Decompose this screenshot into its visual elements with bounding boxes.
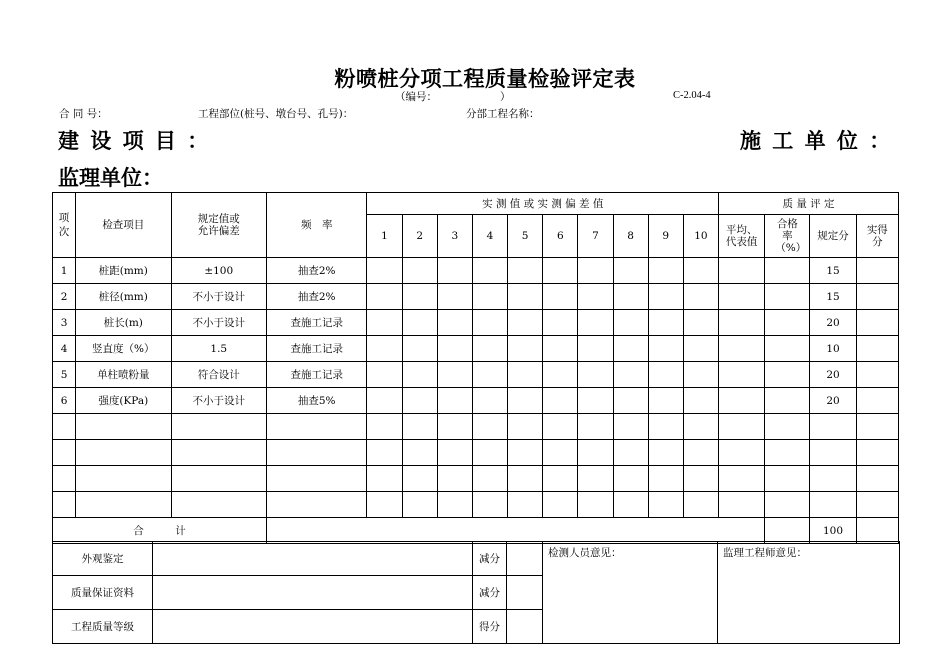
measure-cell[interactable] <box>648 492 683 518</box>
measure-cell[interactable] <box>648 388 683 414</box>
row-freq: 抽查2% <box>266 284 366 310</box>
row-freq <box>266 440 366 466</box>
row-no <box>53 492 76 518</box>
row-freq <box>266 414 366 440</box>
form-code: C-2.04-4 <box>673 90 711 101</box>
measure-cell[interactable] <box>402 258 437 284</box>
row-spec <box>171 492 266 518</box>
supervisor-label: 监理单位： <box>58 165 163 190</box>
row-spec <box>171 466 266 492</box>
row-no <box>53 440 76 466</box>
header-avg-text: 平均、代表值 <box>725 224 758 248</box>
inspector-opinion[interactable]: 检测人员意见： <box>543 542 718 644</box>
row-item <box>76 414 171 440</box>
measure-cell[interactable] <box>648 466 683 492</box>
measure-cell[interactable] <box>472 388 507 414</box>
measure-cell[interactable] <box>367 362 402 388</box>
measure-cell[interactable] <box>367 336 402 362</box>
measure-cell[interactable] <box>367 388 402 414</box>
measure-cell[interactable] <box>683 284 718 310</box>
pass-rate-cell[interactable] <box>765 440 810 466</box>
pass-rate-cell[interactable] <box>765 258 810 284</box>
measure-cell[interactable] <box>578 440 613 466</box>
grade-input[interactable] <box>153 610 473 644</box>
inspection-table <box>52 192 899 544</box>
row-item: 桩长(m) <box>76 310 171 336</box>
measure-cell[interactable] <box>367 310 402 336</box>
measure-cell[interactable] <box>648 284 683 310</box>
row-no <box>53 414 76 440</box>
measure-cell[interactable] <box>683 362 718 388</box>
row-freq: 查施工记录 <box>266 362 366 388</box>
header-pass-rate-text: 合格率（%） <box>775 218 807 254</box>
header-spec <box>171 193 266 258</box>
avg-cell[interactable] <box>719 466 765 492</box>
actual-score-cell[interactable] <box>856 388 898 414</box>
measure-col-8: 8 <box>613 215 648 258</box>
row-spec: 不小于设计 <box>171 388 266 414</box>
header-pass-rate <box>765 215 810 258</box>
deduct-input-2[interactable] <box>507 576 543 610</box>
measure-cell[interactable] <box>578 336 613 362</box>
row-item: 桩距(mm) <box>76 258 171 284</box>
measure-col-7: 7 <box>578 215 613 258</box>
measure-cell[interactable] <box>437 336 472 362</box>
row-score: 15 <box>810 284 856 310</box>
row-freq: 抽查2% <box>266 258 366 284</box>
row-no <box>53 466 76 492</box>
measure-col-9: 9 <box>648 215 683 258</box>
row-item: 单柱喷粉量 <box>76 362 171 388</box>
measure-cell[interactable] <box>578 466 613 492</box>
total-label: 合 计 <box>53 518 267 544</box>
measure-cell[interactable] <box>578 388 613 414</box>
row-score: 20 <box>810 388 856 414</box>
row-item <box>76 440 171 466</box>
row-spec <box>171 414 266 440</box>
measure-col-6: 6 <box>543 215 578 258</box>
measure-cell[interactable] <box>683 310 718 336</box>
table-row <box>53 336 899 362</box>
measure-cell[interactable] <box>578 258 613 284</box>
form-title: 粉喷桩分项工程质量检验评定表 <box>334 66 636 91</box>
measure-cell[interactable] <box>508 440 543 466</box>
measure-cell[interactable] <box>508 492 543 518</box>
measure-cell[interactable] <box>648 336 683 362</box>
measure-cell[interactable] <box>648 440 683 466</box>
measure-cell[interactable] <box>402 336 437 362</box>
pass-rate-cell[interactable] <box>765 336 810 362</box>
actual-score-cell[interactable] <box>856 336 898 362</box>
header-item: 检查项目 <box>76 193 171 258</box>
header-measured: 实 测 值 或 实 测 偏 差 值 <box>367 193 719 215</box>
row-freq: 查施工记录 <box>266 336 366 362</box>
avg-cell[interactable] <box>719 440 765 466</box>
table-row <box>53 388 899 414</box>
header-avg <box>719 215 765 258</box>
measure-cell[interactable] <box>367 284 402 310</box>
table-body <box>53 258 899 518</box>
measure-cell[interactable] <box>613 440 648 466</box>
measure-cell[interactable] <box>367 440 402 466</box>
total-actual-cell <box>856 518 898 544</box>
row-freq: 抽查5% <box>266 388 366 414</box>
avg-cell[interactable] <box>719 414 765 440</box>
row-no: 1 <box>53 258 76 284</box>
measure-cell[interactable] <box>402 440 437 466</box>
avg-cell[interactable] <box>719 492 765 518</box>
row-no: 6 <box>53 388 76 414</box>
measure-cell[interactable] <box>402 310 437 336</box>
measure-cell[interactable] <box>578 284 613 310</box>
row-freq <box>266 492 366 518</box>
actual-score-cell[interactable] <box>856 466 898 492</box>
avg-cell[interactable] <box>719 336 765 362</box>
row-spec: 不小于设计 <box>171 310 266 336</box>
row-spec: 符合设计 <box>171 362 266 388</box>
measure-cell[interactable] <box>472 284 507 310</box>
row-spec: ±100 <box>171 258 266 284</box>
row-score <box>810 492 856 518</box>
number-close: ） <box>500 91 511 103</box>
measure-col-1: 1 <box>367 215 402 258</box>
measure-col-10: 10 <box>683 215 718 258</box>
measure-cell[interactable] <box>472 258 507 284</box>
measure-cell[interactable] <box>648 362 683 388</box>
table-row <box>53 492 899 518</box>
engineer-opinion[interactable]: 监理工程师意见： <box>718 542 900 644</box>
measure-cell[interactable] <box>472 440 507 466</box>
table-row <box>53 414 899 440</box>
table-row <box>53 258 899 284</box>
measure-col-2: 2 <box>402 215 437 258</box>
avg-cell[interactable] <box>719 362 765 388</box>
row-item: 强度(KPa) <box>76 388 171 414</box>
measure-cell[interactable] <box>543 492 578 518</box>
table-row <box>53 284 899 310</box>
header-score: 规定分 <box>810 215 856 258</box>
measure-cell[interactable] <box>508 388 543 414</box>
measure-cell[interactable] <box>543 310 578 336</box>
measure-cell[interactable] <box>402 492 437 518</box>
pass-rate-cell[interactable] <box>765 310 810 336</box>
measure-cell[interactable] <box>508 414 543 440</box>
avg-cell[interactable] <box>719 284 765 310</box>
measure-cell[interactable] <box>613 414 648 440</box>
avg-cell[interactable] <box>719 258 765 284</box>
measure-cell[interactable] <box>472 310 507 336</box>
measure-cell[interactable] <box>437 388 472 414</box>
measure-cell[interactable] <box>613 258 648 284</box>
measure-cell[interactable] <box>683 440 718 466</box>
row-score <box>810 414 856 440</box>
table-row <box>53 310 899 336</box>
row-score: 20 <box>810 362 856 388</box>
measure-cell[interactable] <box>613 492 648 518</box>
measure-cell[interactable] <box>683 466 718 492</box>
table-row <box>53 362 899 388</box>
measure-cell[interactable] <box>402 388 437 414</box>
measure-cell[interactable] <box>367 414 402 440</box>
measure-cell[interactable] <box>578 492 613 518</box>
total-pass-cell <box>765 518 810 544</box>
row-score <box>810 466 856 492</box>
measure-cell[interactable] <box>437 258 472 284</box>
measure-cell[interactable] <box>402 466 437 492</box>
row-freq: 查施工记录 <box>266 310 366 336</box>
actual-score-cell[interactable] <box>856 284 898 310</box>
measure-cell[interactable] <box>578 414 613 440</box>
measure-cell[interactable] <box>437 284 472 310</box>
row-item <box>76 492 171 518</box>
measure-cell[interactable] <box>508 336 543 362</box>
pass-rate-cell[interactable] <box>765 388 810 414</box>
deduct-label-2: 减分 <box>473 576 507 610</box>
total-score: 100 <box>810 518 856 544</box>
avg-cell[interactable] <box>719 310 765 336</box>
measure-cell[interactable] <box>508 310 543 336</box>
measure-cell[interactable] <box>367 258 402 284</box>
construction-project-label: 建 设 项 目 ： <box>58 128 211 153</box>
header-actual <box>856 215 898 258</box>
measure-cell[interactable] <box>543 414 578 440</box>
location-label: 工程部位(桩号、墩台号、孔号)： <box>198 108 354 120</box>
measure-cell[interactable] <box>472 336 507 362</box>
pass-rate-cell[interactable] <box>765 466 810 492</box>
quality-docs-input[interactable] <box>153 576 473 610</box>
measure-cell[interactable] <box>543 440 578 466</box>
subproject-label: 分部工程名称： <box>466 108 540 120</box>
actual-score-cell[interactable] <box>856 258 898 284</box>
appearance-input[interactable] <box>153 542 473 576</box>
measure-cell[interactable] <box>613 284 648 310</box>
measure-cell[interactable] <box>437 310 472 336</box>
measure-cell[interactable] <box>613 466 648 492</box>
measure-cell[interactable] <box>543 466 578 492</box>
measure-cell[interactable] <box>437 362 472 388</box>
actual-score-cell[interactable] <box>856 414 898 440</box>
row-score: 20 <box>810 310 856 336</box>
measure-cell[interactable] <box>402 414 437 440</box>
row-spec: 1.5 <box>171 336 266 362</box>
pass-rate-cell[interactable] <box>765 284 810 310</box>
measure-col-3: 3 <box>437 215 472 258</box>
avg-cell[interactable] <box>719 388 765 414</box>
pass-rate-cell[interactable] <box>765 414 810 440</box>
deduct-input-1[interactable] <box>507 542 543 576</box>
row-no: 2 <box>53 284 76 310</box>
measure-cell[interactable] <box>437 466 472 492</box>
measure-cell[interactable] <box>472 466 507 492</box>
measure-col-4: 4 <box>472 215 507 258</box>
measure-cell[interactable] <box>543 258 578 284</box>
header-actual-text: 实得分 <box>866 224 888 248</box>
measure-cell[interactable] <box>543 388 578 414</box>
row-no: 3 <box>53 310 76 336</box>
score-label: 得分 <box>473 610 507 644</box>
measure-cell[interactable] <box>508 284 543 310</box>
measure-cell[interactable] <box>543 362 578 388</box>
measure-cell[interactable] <box>683 258 718 284</box>
pass-rate-cell[interactable] <box>765 492 810 518</box>
row-score <box>810 440 856 466</box>
row-spec: 不小于设计 <box>171 284 266 310</box>
row-item: 竖直度（%） <box>76 336 171 362</box>
measure-cell[interactable] <box>648 414 683 440</box>
quality-docs-label: 质量保证资料 <box>53 576 153 610</box>
row-no: 5 <box>53 362 76 388</box>
measure-cell[interactable] <box>437 492 472 518</box>
header-quality: 质 量 评 定 <box>719 193 899 215</box>
total-blank <box>266 518 764 544</box>
row-item <box>76 466 171 492</box>
measure-cell[interactable] <box>508 466 543 492</box>
header-spec-text: 规定值或允许偏差 <box>197 213 240 237</box>
measure-cell[interactable] <box>508 258 543 284</box>
measure-cell[interactable] <box>683 414 718 440</box>
measure-cell[interactable] <box>472 414 507 440</box>
appearance-label: 外观鉴定 <box>53 542 153 576</box>
score-input[interactable] <box>507 610 543 644</box>
measure-cell[interactable] <box>508 362 543 388</box>
contract-label: 合 同 号： <box>59 108 108 120</box>
row-freq <box>266 466 366 492</box>
measure-cell[interactable] <box>367 466 402 492</box>
measure-cell[interactable] <box>437 414 472 440</box>
grade-label: 工程质量等级 <box>53 610 153 644</box>
measure-cell[interactable] <box>402 284 437 310</box>
measure-cell[interactable] <box>683 388 718 414</box>
actual-score-cell[interactable] <box>856 440 898 466</box>
table-row <box>53 440 899 466</box>
measure-cell[interactable] <box>367 492 402 518</box>
measure-cell[interactable] <box>437 440 472 466</box>
row-spec <box>171 440 266 466</box>
row-score: 10 <box>810 336 856 362</box>
header-freq: 频 率 <box>266 193 366 258</box>
measure-col-5: 5 <box>508 215 543 258</box>
measure-cell[interactable] <box>543 336 578 362</box>
measure-cell[interactable] <box>613 310 648 336</box>
deduct-label-1: 减分 <box>473 542 507 576</box>
row-no: 4 <box>53 336 76 362</box>
row-item: 桩径(mm) <box>76 284 171 310</box>
measure-cell[interactable] <box>543 284 578 310</box>
pass-rate-cell[interactable] <box>765 362 810 388</box>
measure-cell[interactable] <box>648 310 683 336</box>
actual-score-cell[interactable] <box>856 492 898 518</box>
measure-cell[interactable] <box>613 388 648 414</box>
number-label: （编号： <box>395 91 437 103</box>
row-score: 15 <box>810 258 856 284</box>
actual-score-cell[interactable] <box>856 362 898 388</box>
contractor-label: 施 工 单 位 ： <box>740 128 893 153</box>
measure-cell[interactable] <box>578 310 613 336</box>
measure-cell[interactable] <box>613 336 648 362</box>
measure-cell[interactable] <box>402 362 437 388</box>
table-row <box>53 466 899 492</box>
measure-cell[interactable] <box>578 362 613 388</box>
measure-cell[interactable] <box>472 492 507 518</box>
header-no-text: 项次 <box>58 212 70 238</box>
header-no <box>53 193 76 258</box>
measure-cell[interactable] <box>683 492 718 518</box>
measure-cell[interactable] <box>472 362 507 388</box>
measure-cell[interactable] <box>613 362 648 388</box>
actual-score-cell[interactable] <box>856 310 898 336</box>
measure-cell[interactable] <box>683 336 718 362</box>
footer-table <box>52 541 900 644</box>
measure-cell[interactable] <box>648 258 683 284</box>
